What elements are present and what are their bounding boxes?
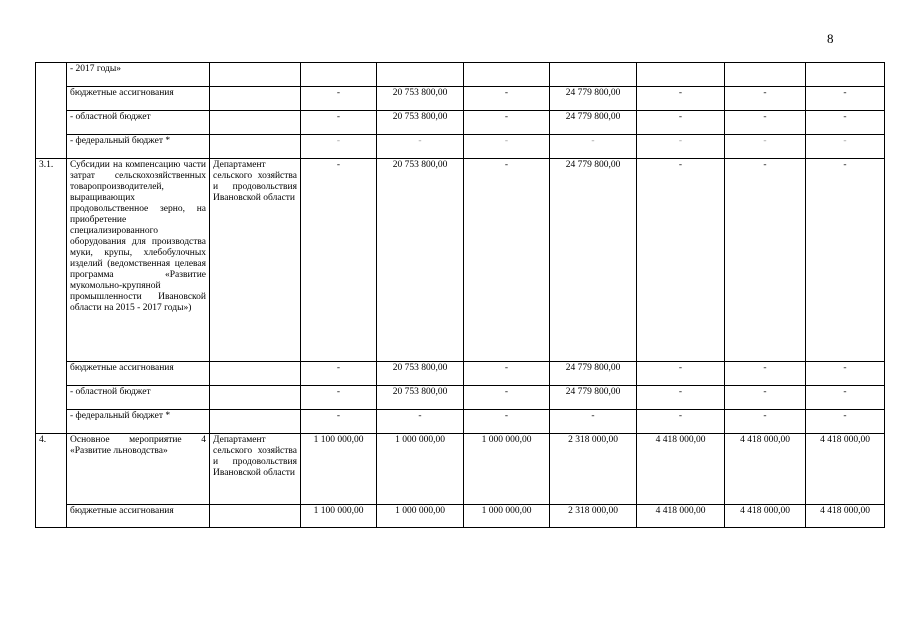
value-cell: 24 779 800,00: [550, 159, 637, 362]
value-cell: -: [637, 135, 725, 159]
value-cell: -: [464, 135, 550, 159]
value-cell: [301, 63, 377, 87]
value-cell: -: [637, 87, 725, 111]
value-cell: -: [725, 87, 806, 111]
value-cell: -: [464, 111, 550, 135]
value-cell: -: [806, 362, 885, 386]
value-cell: -: [806, 386, 885, 410]
value-cell: 24 779 800,00: [550, 386, 637, 410]
value-cell: 4 418 000,00: [725, 434, 806, 505]
row-name-cell: - областной бюджет: [67, 111, 210, 135]
value-cell: -: [464, 410, 550, 434]
row-dept-cell: [210, 410, 301, 434]
row-name-cell: - федеральный бюджет *: [67, 135, 210, 159]
value-cell: [725, 63, 806, 87]
value-cell: 1 100 000,00: [301, 434, 377, 505]
row-name-cell: - 2017 годы»: [67, 63, 210, 87]
value-cell: 2 318 000,00: [550, 505, 637, 528]
value-cell: -: [806, 87, 885, 111]
value-cell: 4 418 000,00: [806, 505, 885, 528]
value-cell: -: [637, 386, 725, 410]
value-cell: 1 100 000,00: [301, 505, 377, 528]
value-cell: -: [377, 135, 464, 159]
value-cell: [637, 63, 725, 87]
value-cell: [464, 63, 550, 87]
value-cell: -: [301, 362, 377, 386]
value-cell: -: [806, 135, 885, 159]
table-row: [36, 505, 885, 528]
value-cell: 4 418 000,00: [806, 434, 885, 505]
value-cell: -: [725, 410, 806, 434]
value-cell: -: [550, 135, 637, 159]
table-row: [36, 63, 885, 87]
row-name-cell: бюджетные ассигнования: [67, 505, 210, 528]
row-name-cell: бюджетные ассигнования: [67, 87, 210, 111]
value-cell: -: [725, 111, 806, 135]
value-cell: -: [464, 362, 550, 386]
value-cell: 20 753 800,00: [377, 386, 464, 410]
row-dept-cell: [210, 386, 301, 410]
row-name-cell: Основное мероприятие 4 «Развитие льноводства»: [67, 434, 210, 505]
table-row: [36, 410, 885, 434]
row-dept-cell: [210, 63, 301, 87]
value-cell: -: [806, 111, 885, 135]
value-cell: -: [725, 362, 806, 386]
table-row: [36, 87, 885, 111]
value-cell: -: [637, 410, 725, 434]
value-cell: -: [377, 410, 464, 434]
table-row: [36, 434, 885, 505]
value-cell: -: [464, 159, 550, 362]
value-cell: 20 753 800,00: [377, 159, 464, 362]
row-dept-cell: [210, 111, 301, 135]
value-cell: -: [725, 135, 806, 159]
budget-table: [35, 62, 885, 528]
row-name-cell: - областной бюджет: [67, 386, 210, 410]
value-cell: 24 779 800,00: [550, 87, 637, 111]
value-cell: -: [301, 135, 377, 159]
row-dept-cell: [210, 362, 301, 386]
value-cell: -: [464, 386, 550, 410]
value-cell: [377, 63, 464, 87]
value-cell: -: [806, 159, 885, 362]
value-cell: 1 000 000,00: [377, 434, 464, 505]
table-row: [36, 386, 885, 410]
value-cell: 1 000 000,00: [377, 505, 464, 528]
row-dept-cell: [210, 135, 301, 159]
row-dept-cell: [210, 505, 301, 528]
page-number: 8: [827, 31, 834, 46]
row-number-cell: [36, 63, 67, 159]
row-number-cell: 3.1.: [36, 159, 67, 434]
value-cell: 4 418 000,00: [725, 505, 806, 528]
value-cell: [550, 63, 637, 87]
row-name-cell: Субсидии на компенсацию части затрат сельскохозяйственных товаропроизводителей, выращивающих продовольственное зерно, на приобретение специализированного оборудования для производства муки, крупы, хлебобулочных изделий (ведомственная целевая программа «Развитие мукомольно-крупяной промышленности Ивановской области на 2015 - 2017 годы»): [67, 159, 210, 362]
value-cell: -: [301, 410, 377, 434]
value-cell: 20 753 800,00: [377, 362, 464, 386]
value-cell: -: [725, 386, 806, 410]
value-cell: -: [301, 111, 377, 135]
row-number-cell: 4.: [36, 434, 67, 528]
row-dept-cell: Департамент сельского хозяйства и продовольствия Ивановской области: [210, 159, 301, 362]
value-cell: 1 000 000,00: [464, 434, 550, 505]
table-row: [36, 362, 885, 386]
value-cell: -: [637, 111, 725, 135]
value-cell: -: [550, 410, 637, 434]
row-dept-cell: Департамент сельского хозяйства и продовольствия Ивановской области: [210, 434, 301, 505]
table-body: [36, 63, 885, 528]
value-cell: 4 418 000,00: [637, 434, 725, 505]
value-cell: 4 418 000,00: [637, 505, 725, 528]
value-cell: -: [301, 159, 377, 362]
value-cell: -: [806, 410, 885, 434]
table-row: [36, 111, 885, 135]
table-row: [36, 159, 885, 362]
value-cell: -: [464, 87, 550, 111]
table-row: [36, 135, 885, 159]
value-cell: -: [301, 87, 377, 111]
value-cell: 24 779 800,00: [550, 111, 637, 135]
row-name-cell: бюджетные ассигнования: [67, 362, 210, 386]
value-cell: 20 753 800,00: [377, 111, 464, 135]
value-cell: 2 318 000,00: [550, 434, 637, 505]
value-cell: 1 000 000,00: [464, 505, 550, 528]
value-cell: -: [725, 159, 806, 362]
value-cell: -: [637, 362, 725, 386]
value-cell: -: [637, 159, 725, 362]
row-dept-cell: [210, 87, 301, 111]
value-cell: 20 753 800,00: [377, 87, 464, 111]
value-cell: 24 779 800,00: [550, 362, 637, 386]
row-name-cell: - федеральный бюджет *: [67, 410, 210, 434]
value-cell: -: [301, 386, 377, 410]
value-cell: [806, 63, 885, 87]
